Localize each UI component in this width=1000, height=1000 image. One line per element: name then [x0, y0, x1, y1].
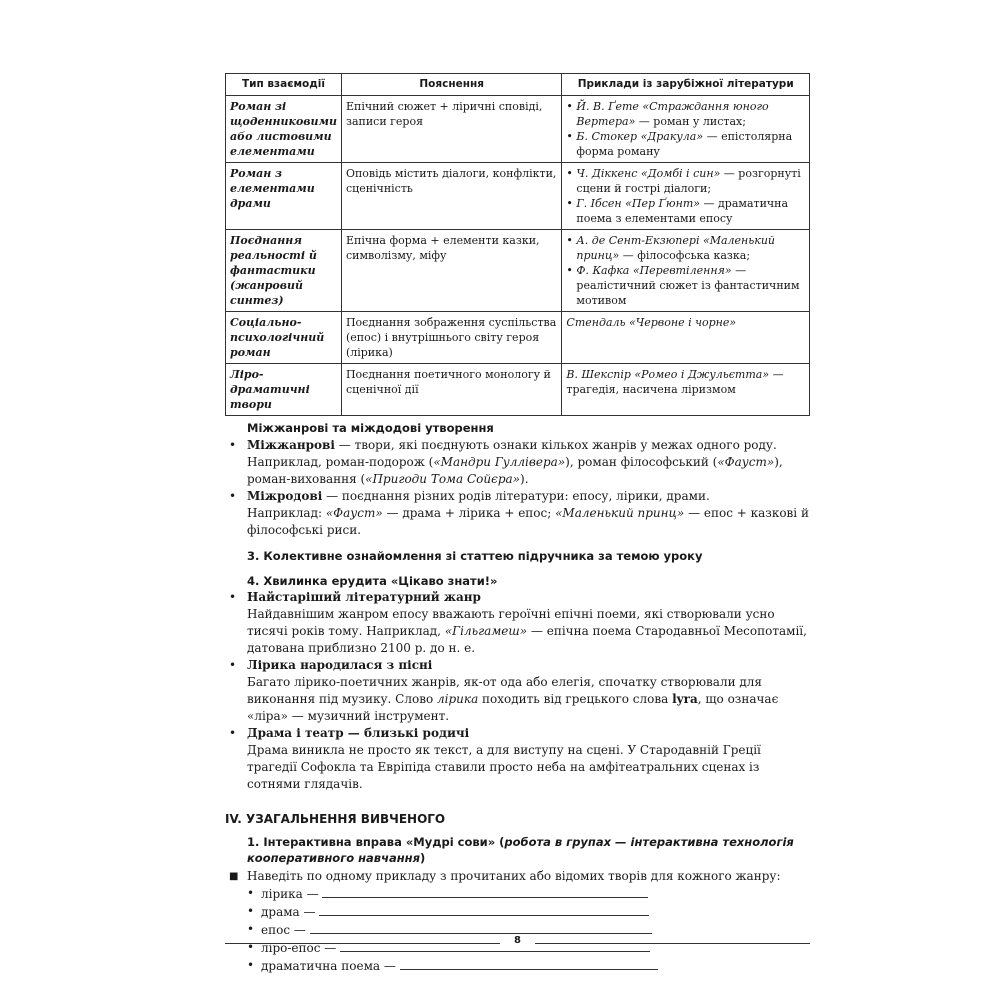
table-header-row — [226, 74, 810, 96]
fact-text: Драма виникла не просто як текст, а для виступу на сцені. У Стародавній Греції трагедії Софокла та Евріпіда ставили просто неба на амфітеатральних сценах із сотнями глядачів. — [247, 743, 761, 791]
example-item: • Г. Ібсен «Пер Ґюнт» — драматична поема з елементами епосу — [566, 197, 789, 225]
answer-blank[interactable] — [400, 957, 658, 970]
header-type: Тип взаємодії — [226, 74, 342, 96]
page-number: 8 — [514, 935, 521, 946]
exercise-1-body — [225, 868, 810, 975]
footer-rule-right — [535, 943, 810, 944]
answer-blank[interactable] — [322, 885, 648, 898]
row-explanation: Поєднання зображення суспільства (епос) і внутрішнього світу героя (лірика) — [341, 312, 561, 364]
answer-blank[interactable] — [310, 921, 652, 934]
fact-text: Найдавнішим жанром епосу вважають героїчні епічні поеми, які створювали усно тисячі років тому. Наприклад, «Гільгамеш» — епічна поема Стародавньої Месопотамії, датована приблизно 2100 р. до н. е. — [247, 607, 807, 655]
table-row — [226, 163, 810, 230]
row-type: Соціально-психологічний роман — [226, 312, 342, 364]
list-item: • Найстаріший літературний жанр — [229, 590, 481, 604]
answer-item: • епос — — [247, 921, 810, 939]
example-item: • Ф. Кафка «Перевтілення» — реалістичний сюжет із фантастичним мотивом — [566, 264, 800, 307]
row-explanation: Поєднання поетичного монологу й сценічної дії — [341, 364, 561, 416]
page-content — [225, 73, 810, 975]
answer-blank[interactable] — [319, 903, 649, 916]
table-row — [226, 312, 810, 364]
row-type: Ліро-драматичні твори — [226, 364, 342, 416]
interjanre-block — [225, 420, 810, 539]
row-type: Роман з елементами драми — [226, 163, 342, 230]
interjanre-example: Наприклад: «Фауст» — драма + лірика + епос; «Маленький принц» — епос + казкові й філософські риси. — [247, 506, 809, 537]
answer-item: • драма — — [247, 903, 810, 921]
row-explanation: Епічний сюжет + ліричні сповіді, записи героя — [341, 96, 561, 163]
section-4-heading: 4. Хвилинка ерудита «Цікаво знати!» — [247, 574, 498, 588]
list-item: • Міжродові — поєднання різних родів літератури: епосу, лірики, драми. — [229, 489, 710, 503]
example-item: • Б. Стокер «Дракула» — епістолярна форма роману — [566, 130, 793, 158]
example-item: • Й. В. Ґете «Страждання юного Вертера» — роман у листах; — [566, 100, 769, 128]
answer-item: • лірика — — [247, 885, 810, 903]
answer-item: • драматична поема — — [247, 957, 810, 975]
task-text: ■ Наведіть по одному прикладу з прочитаних або відомих творів для кожного жанру: — [229, 869, 781, 883]
answer-item: • ліро-епос — — [247, 939, 810, 957]
fact-text: Багато лірико-поетичних жанрів, як-от ода або елегія, спочатку створювали для виконання під музику. Слово лірика походить від грецького слова lyra, що означає «ліра» — музичний інструмент. — [247, 675, 779, 723]
list-item: • Драма і театр — близькі родичі — [229, 726, 470, 740]
row-explanation: Епічна форма + елементи казки, символізму, міфу — [341, 230, 561, 312]
row-type: Поєднання реальності й фантастики (жанровий синтез) — [226, 230, 342, 312]
table-row — [226, 96, 810, 163]
example-item: • Ч. Діккенс «Домбі і син» — розгорнуті сцени й гострі діалоги; — [566, 167, 801, 195]
exercise-1-heading: 1. Інтерактивна вправа «Мудрі сови» (робота в групах — інтерактивна технологія кооперативного навчання) — [247, 835, 794, 865]
list-item: • Лірика народилася з пісні — [229, 658, 433, 672]
list-item: • Міжжанрові — твори, які поєднують ознаки кількох жанрів у межах одного роду. Наприклад, роман-подорож («Мандри Гуллівера»), роман філософський («Фауст»), роман-виховання («Пригоди Тома Сойєра»). — [229, 438, 783, 486]
header-explanation: Пояснення — [341, 74, 561, 96]
page-footer — [225, 935, 810, 951]
section-4-body — [225, 589, 810, 793]
header-examples: Приклади із зарубіжної літератури — [562, 74, 810, 96]
row-examples — [562, 96, 810, 163]
interjanre-title: Міжжанрові та міждодові утворення — [247, 421, 494, 435]
row-examples — [562, 230, 810, 312]
row-type: Роман зі щоденниковими або листовими елементами — [226, 96, 342, 163]
row-explanation: Оповідь містить діалоги, конфлікти, сценічність — [341, 163, 561, 230]
row-examples: Стендаль «Червоне і чорне» — [562, 312, 810, 364]
section-3-heading: 3. Колективне ознайомлення зі статтею підручника за темою уроку — [247, 549, 703, 563]
example-item: • А. де Сент-Екзюпері «Маленький принц» — філософська казка; — [566, 234, 775, 262]
table-row — [226, 364, 810, 416]
table-row — [226, 230, 810, 312]
genre-interaction-table — [225, 73, 810, 416]
answer-list — [225, 885, 810, 975]
row-examples: В. Шекспір «Ромео і Джульєтта» — трагедія, насичена ліризмом — [562, 364, 810, 416]
row-examples — [562, 163, 810, 230]
section-iv-heading: IV. УЗАГАЛЬНЕННЯ ВИВЧЕНОГО — [225, 812, 446, 826]
